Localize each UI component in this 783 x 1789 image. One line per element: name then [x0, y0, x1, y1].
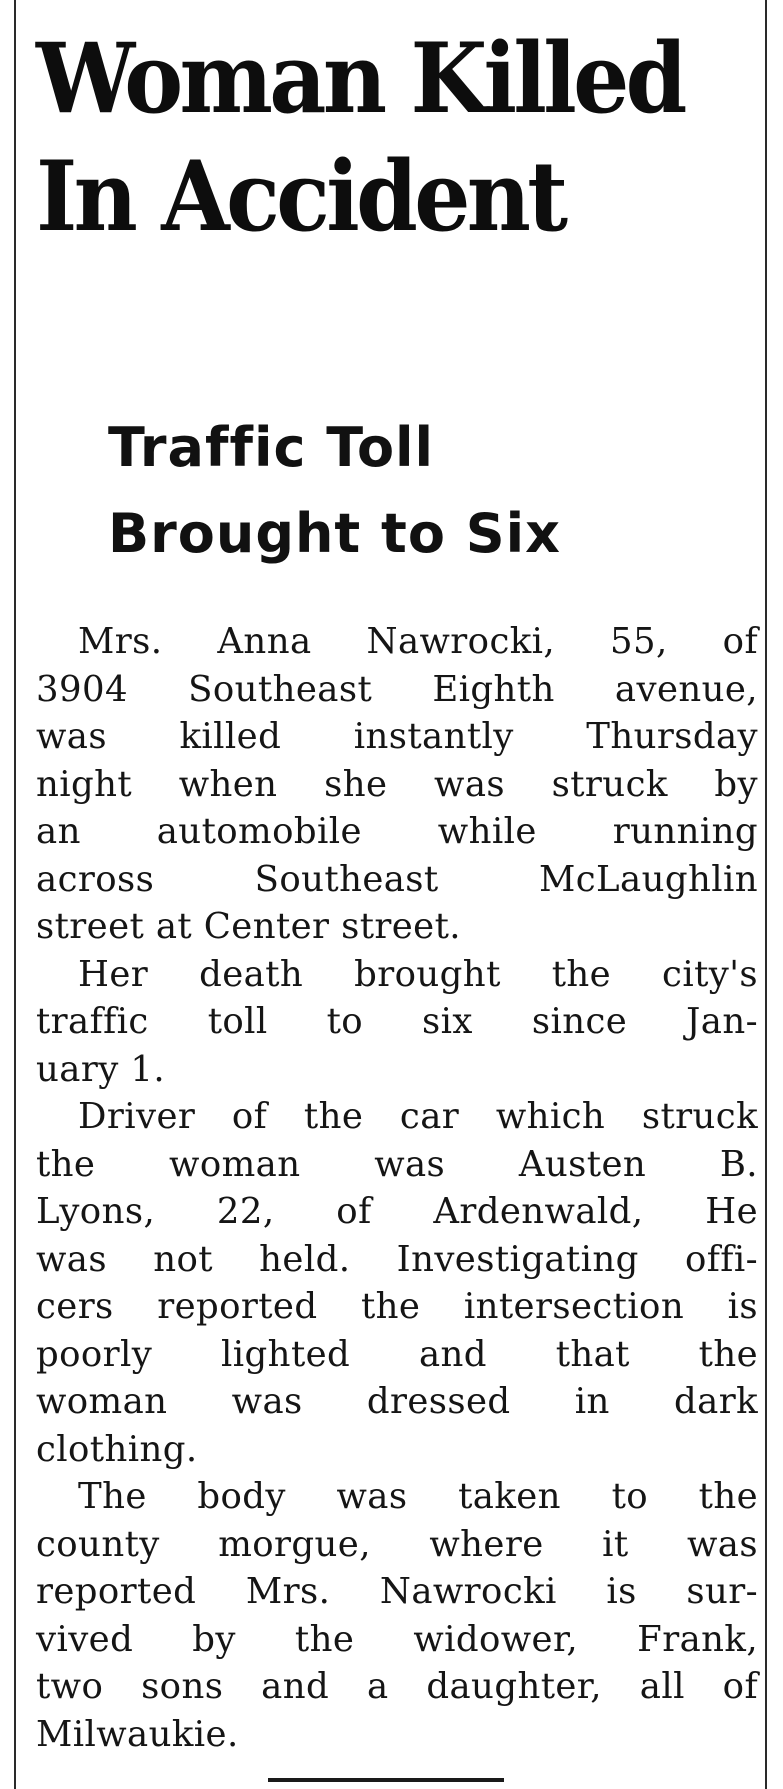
headline-line-1: Woman Killed [36, 22, 684, 135]
text-line: 3904 Southeast Eighth avenue, [36, 668, 758, 710]
text-line: clothing. [36, 1428, 198, 1470]
text-line: two sons and a daughter, all of [36, 1666, 758, 1707]
headline-line-2: In Accident [36, 140, 565, 253]
text-line: across Southeast McLaughlin [36, 858, 758, 900]
column-rule-right [765, 0, 767, 1789]
subheadline-line-2: Brought to Six [108, 502, 561, 565]
text-line: reported Mrs. Nawrocki is sur- [36, 1571, 758, 1612]
text-line: traffic toll to six since Jan- [36, 1001, 758, 1042]
text-line: street at Center street. [36, 906, 461, 947]
text-line: uary 1. [36, 1048, 166, 1090]
text-line: county morgue, where it was [36, 1523, 758, 1565]
paragraph-4 [36, 1473, 758, 1758]
paragraph-1 [36, 618, 758, 951]
text-line: The body was taken to the [78, 1476, 758, 1517]
text-line: Milwaukie. [36, 1713, 239, 1755]
headline [36, 20, 684, 256]
text-line: was not held. Investigating offi- [36, 1238, 758, 1280]
paragraph-2 [36, 951, 758, 1094]
subheadline [108, 405, 561, 577]
text-line: the woman was Austen B. [36, 1143, 758, 1185]
text-line: night when she was struck by [36, 763, 758, 805]
article-body [36, 618, 758, 1758]
newspaper-clipping [16, 0, 765, 1789]
text-line: an automobile while running [36, 811, 758, 852]
text-line: Lyons, 22, of Ardenwald, He [36, 1191, 758, 1232]
text-line: vived by the widower, Frank, [36, 1618, 758, 1660]
text-line: poorly lighted and that the [36, 1333, 758, 1375]
text-line: Her death brought the city's [78, 953, 758, 995]
paragraph-3 [36, 1093, 758, 1473]
text-line: cers reported the intersection is [36, 1286, 758, 1327]
text-line: Driver of the car which struck [78, 1096, 758, 1137]
text-line: woman was dressed in dark [36, 1381, 758, 1422]
text-line: was killed instantly Thursday [36, 716, 758, 757]
subheadline-line-1: Traffic Toll [108, 416, 435, 479]
text-line: Mrs. Anna Nawrocki, 55, of [78, 621, 758, 662]
article-end-rule [268, 1778, 504, 1782]
